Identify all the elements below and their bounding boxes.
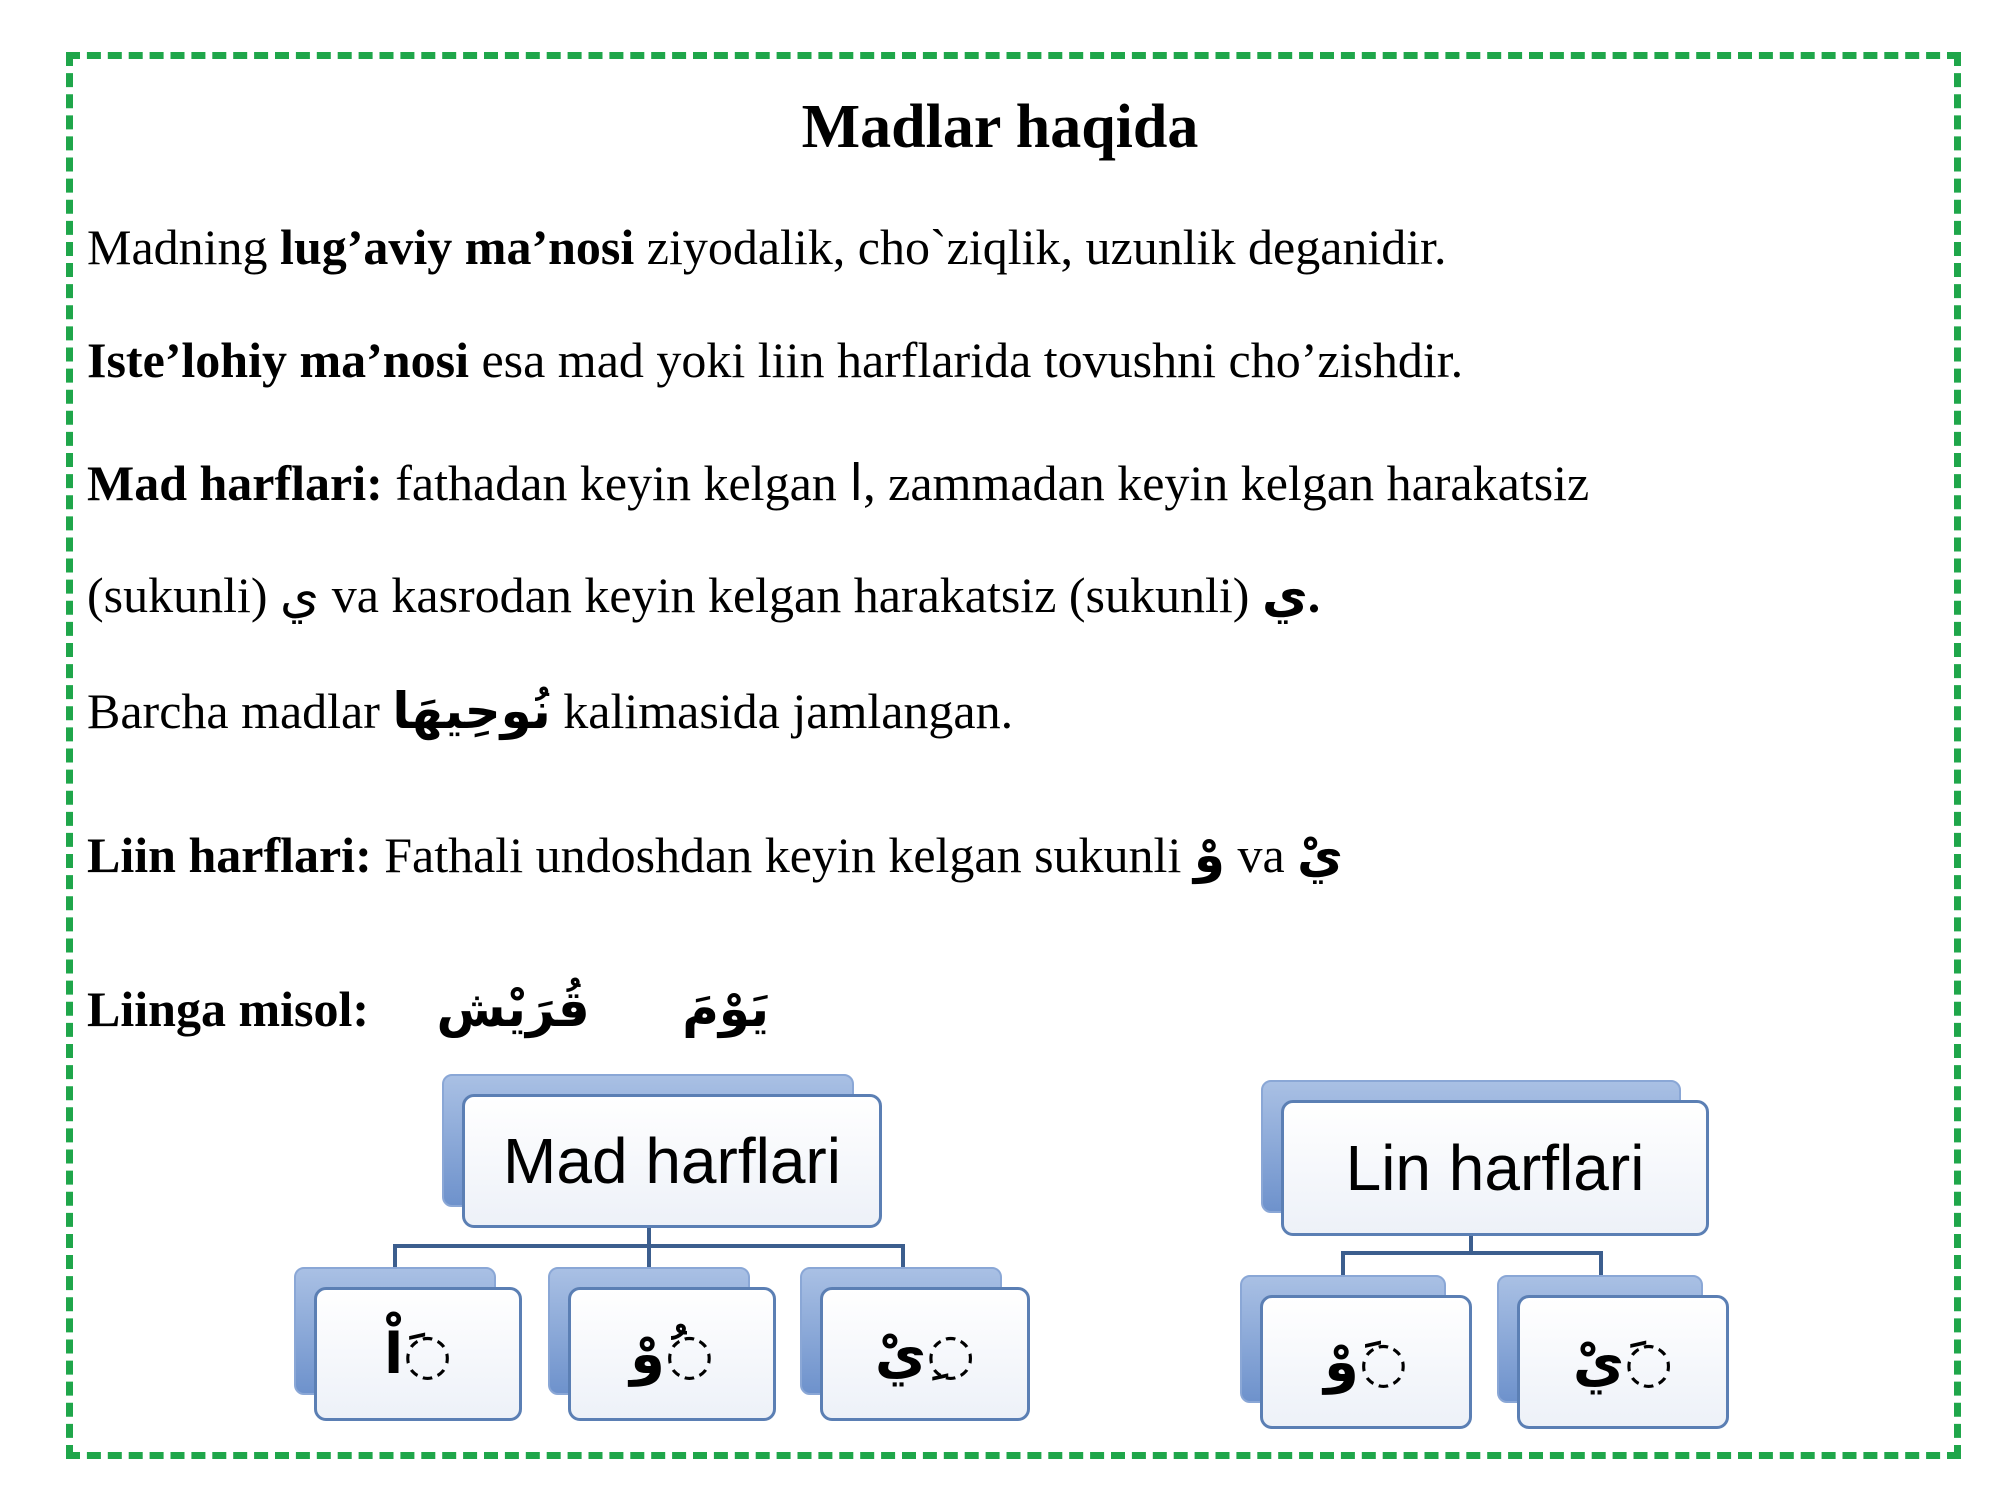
arabic-waw-sukun: وْ [1193, 826, 1225, 884]
paragraph-mad-letters-cont [87, 566, 1320, 624]
arabic-word-nuhiha: نُوحِيهَا [392, 682, 551, 740]
diagram-root-box [462, 1094, 882, 1228]
paragraph-all-mads [87, 682, 1013, 740]
paragraph-liin-letters [87, 826, 1343, 884]
text-segment: ziyodalik, cho`ziqlik, uzunlik deganidir. [634, 219, 1447, 275]
paragraph-mad-letters [87, 454, 1589, 512]
diagram-root-label: Lin harflari [1345, 1132, 1645, 1204]
diagram-child-box [314, 1287, 522, 1421]
diagram-child-box [1517, 1295, 1729, 1429]
bold-term: Iste’lohiy ma’nosi [87, 332, 469, 388]
text-segment: esa mad yoki liin harflarida tovushni cho’zishdir. [468, 332, 1464, 388]
diagram-root-label: Mad harflari [503, 1125, 841, 1197]
arabic-ya-bold: ي [1261, 566, 1308, 624]
text-segment: va kasrodan keyin kelgan harakatsiz (sukunli) [319, 567, 1262, 623]
text-segment: Madning [87, 219, 281, 275]
child-label-ya: ◌َيْ [1572, 1329, 1674, 1395]
text-segment: , zammadan keyin kelgan harakatsiz [863, 455, 1590, 511]
diagram-child-box [820, 1287, 1030, 1421]
paragraph-technical-meaning [87, 331, 1463, 389]
paragraph-lexical-meaning [87, 218, 1447, 276]
text-segment: kalimasida jamlangan. [550, 683, 1014, 739]
paragraph-liin-example [87, 980, 769, 1038]
arabic-ya: ي [280, 566, 320, 624]
text-segment: fathadan keyin kelgan [382, 455, 850, 511]
bold-term: Liinga misol: [87, 981, 369, 1037]
text-segment: va [1224, 827, 1298, 883]
bold-term: lug’aviy ma’nosi [280, 219, 635, 275]
text-segment: Barcha madlar [87, 683, 393, 739]
child-label-waw: ◌ُوْ [630, 1321, 714, 1387]
child-label-waw: ◌َوْ [1324, 1329, 1408, 1395]
child-label-alif: ◌َاْ [383, 1321, 453, 1387]
bold-term: Liin harflari: [87, 827, 372, 883]
page-title: Madlar haqida [801, 93, 1199, 161]
arabic-alif: ا [849, 454, 864, 512]
text-segment: . [1307, 567, 1321, 623]
diagram-child-box [568, 1287, 776, 1421]
text-segment: (sukunli) [87, 567, 281, 623]
child-label-ya: ◌ِيْ [874, 1321, 976, 1387]
arabic-ya-sukun: يْ [1297, 826, 1343, 884]
diagram-child-box [1260, 1295, 1472, 1429]
connector-line [1341, 1251, 1603, 1255]
arabic-example-quraysh: قُرَيْش [436, 980, 590, 1038]
arabic-example-yawma: يَوْمَ [682, 980, 770, 1038]
text-segment: Fathali undoshdan keyin kelgan sukunli [371, 827, 1194, 883]
bold-term: Mad harflari: [87, 455, 383, 511]
diagram-root-box [1281, 1100, 1709, 1236]
